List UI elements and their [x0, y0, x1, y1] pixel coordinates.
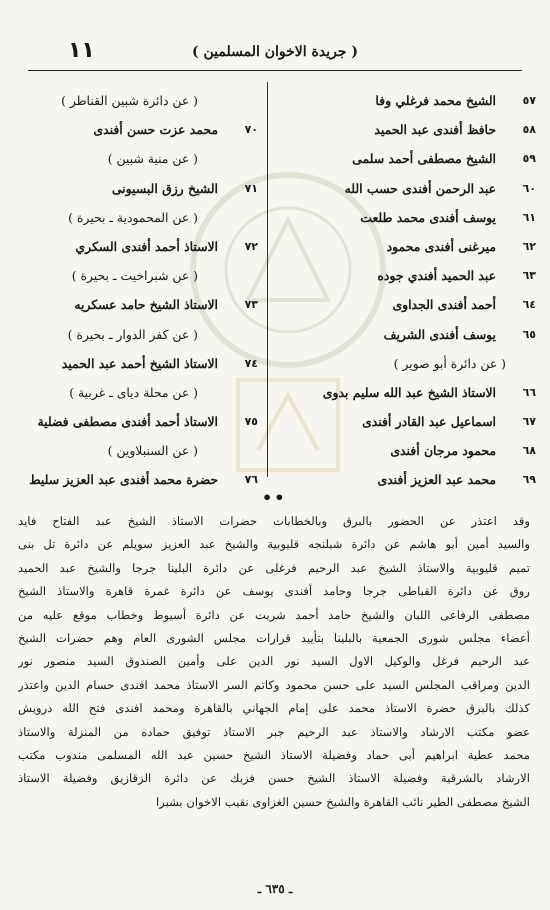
list-item: ٦٧ اسماعيل عبد القادر أفندى	[362, 414, 536, 430]
paragraph-line: الشيخ مصطفى الطير نائب القاهرة والشيخ حسين الغزاوى نقيب الاخوان بشبرا	[155, 794, 530, 809]
page-header	[28, 38, 522, 68]
footer-page-number: ـ ٦٣٥ ـ	[257, 882, 293, 896]
list-item: ٦١ يوسف أفندى محمد طلعت	[360, 209, 536, 225]
district-subheading: ( عن منية شبين )	[107, 151, 198, 167]
list-item: ٧٠ محمد عزت حسن أفندى	[93, 122, 258, 138]
district-subheading: ( عن المحمودية ـ بحيرة )	[68, 209, 198, 225]
paragraph-line: الارشاد بالشرقية وفضيلة الاستاذ الشيخ حسن فزبك عن دائرة الزقازيق وفضيلة الاستاذ	[18, 771, 530, 786]
list-item: ٧٢ الاستاذ أحمد أفندى السكري	[75, 238, 258, 254]
newspaper-title: ( جريدة الاخوان المسلمين )	[192, 44, 358, 60]
list-item: ٦٩ محمد عبد العزيز أفندى	[377, 472, 536, 488]
list-item: ٦٣ عبد الحميد أفندي جوده	[377, 268, 536, 284]
list-item: ٧٣ الاستاذ الشيخ حامد عسكريه	[74, 297, 258, 313]
paragraph-line: الدين ومراقب المجلس السيد على حسن محمود وكاتم السر الاستاذ محمد افندى حسام الدين واعتذر	[18, 677, 530, 692]
body-paragraph	[18, 510, 530, 814]
list-item: ٧٦ حضرة محمد أفندى عبد العزيز سليط	[29, 472, 258, 488]
list-item: ٧١ الشيخ رزق البسيونى	[111, 180, 258, 196]
paragraph-line: عبد الرحيم فرغل والوكيل الاول السيد نور الدين على وأمين الصندوق السيد منصور نور	[18, 654, 530, 669]
right-column-list	[286, 86, 536, 495]
left-column-list	[22, 86, 262, 495]
list-item: ٥٧ الشيخ محمد فرغلي وفا	[375, 93, 536, 108]
list-item: ٥٩ الشيخ مصطفى أحمد سلمى	[352, 151, 536, 167]
district-subheading: ( عن كفر الدوار ـ بحيرة )	[67, 326, 198, 342]
list-item: ٥٨ حافظ أفندى عبد الحميد	[374, 122, 536, 138]
paragraph-line: عضو مكتب الارشاد والاستاذ عبد الرحيم جبر الاستاذ توفيق حماده من المنزلة والاستاذ	[18, 724, 530, 739]
column-divider	[267, 82, 268, 477]
paragraph-line: وقد اعتذر عن الحضور بالبرق وبالخطابات حضرات الاستاذ الشيخ عبد الفتاح فايد	[18, 514, 530, 528]
paragraph-line: كذلك بالبرق حضرة الاستاذ محمد على إمام الجهاني بالقاهرة ومحمد افندى فتح الله درويش	[18, 701, 530, 716]
paragraph-line: روق عن دائرة القباطى جرجا وحامد أفندى يوسف عن دائرة غمرة قاهرة والاستاذ الشيخ	[18, 584, 530, 599]
list-item: ٦٨ محمود مرجان أفندى	[390, 443, 536, 459]
list-item: ٦٥ يوسف أفندى الشريف	[383, 326, 536, 342]
section-separator: ••	[262, 488, 287, 507]
paragraph-line: أعضاء مجلس شورى الجمعية بالبلينا بتأييد قرارات مجلس الشورى العام وهم حضرات الشيخ	[18, 631, 530, 646]
paragraph-line: والسيد أمين أبو هاشم عن دائرة شبلنجه قليوبية والشيخ عبد العزيز سويلم عن دائرة تل بنى	[18, 537, 530, 552]
list-item: ٧٤ الاستاذ الشيخ أحمد عبد الحميد	[61, 355, 258, 371]
district-subheading: ( عن دائرة شبين القناطر )	[61, 93, 198, 108]
list-item: ٦٤ أحمد أفندى الجداوى	[392, 297, 536, 313]
list-item: ٦٦ الاستاذ الشيخ عبد الله سليم بدوى	[322, 384, 536, 400]
list-item: ٧٥ الاستاذ أحمد أفندى مصطفى فضلية	[37, 414, 258, 430]
list-item: ٦٠ عبد الرحمن أفندى حسب الله	[344, 180, 536, 196]
paragraph-line: تميم قليوبية والاستاذ الشيخ عبد الرحيم فرغلى عن دائرة البلينا جرجا والشيخ عبد الحميد	[18, 560, 530, 575]
district-subheading: ( عن السنبلاوين )	[107, 443, 198, 459]
paragraph-line: مصطفى الرفاعى اللبان والشيخ حامد أحمد شريت عن دائرة أسيوط وخطاب موقع عليه من	[18, 607, 530, 622]
header-rule	[28, 70, 522, 71]
district-subheading: ( عن دائرة أبو صوير )	[393, 355, 506, 371]
district-subheading: ( عن محلة دياى ـ غربية )	[69, 384, 198, 400]
page-number: ١١	[68, 38, 95, 63]
district-subheading: ( عن شبراخيت ـ بحيرة )	[71, 268, 198, 284]
list-item: ٦٢ ميرغنى أفندى محمود	[386, 238, 536, 254]
paragraph-line: محمد عطية ابراهيم أبى حماد وفضيلة الاستاذ الشيخ حسين عبد الله المسلمى مندوب مكتب	[18, 748, 530, 763]
